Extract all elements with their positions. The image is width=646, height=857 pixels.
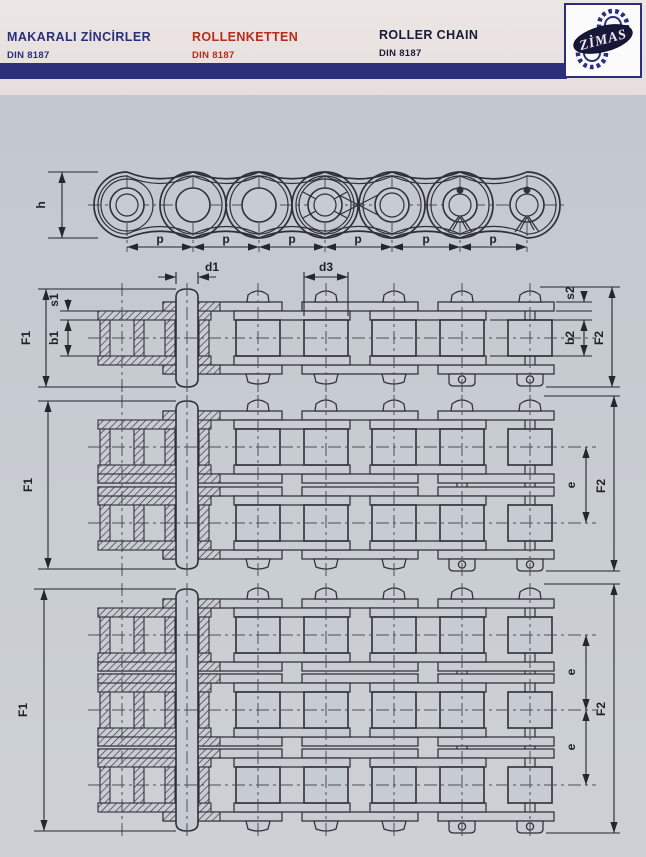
dim-label-d1: d1 bbox=[204, 260, 220, 274]
dim-label-p: p bbox=[489, 232, 497, 246]
dim-label-b1: b1 bbox=[47, 330, 61, 346]
dim-label-p: p bbox=[222, 232, 230, 246]
dim-label-p: p bbox=[156, 232, 164, 246]
zimas-logo-emblem bbox=[566, 5, 640, 76]
triplex-drawing bbox=[16, 583, 620, 840]
din-standard-turkish: DIN 8187 bbox=[7, 50, 50, 61]
dim-label-F2: F2 bbox=[592, 330, 606, 346]
page-header bbox=[0, 0, 646, 95]
inner-plates bbox=[98, 411, 486, 559]
dim-label-b2: b2 bbox=[563, 330, 577, 346]
dim-label-e: e bbox=[564, 668, 578, 676]
zimas-logo bbox=[564, 3, 642, 78]
dim-label-F1: F1 bbox=[19, 330, 33, 346]
side-view-drawing bbox=[34, 172, 566, 252]
dim-label-p: p bbox=[354, 232, 362, 246]
single-strand-drawing bbox=[19, 260, 620, 392]
title-english bbox=[379, 28, 478, 59]
dim-label-F2: F2 bbox=[594, 478, 608, 494]
title-german bbox=[192, 30, 298, 61]
dim-label-d3: d3 bbox=[318, 260, 334, 274]
dim-label-F2: F2 bbox=[594, 701, 608, 717]
cranked-link bbox=[339, 195, 378, 215]
dim-label-s1: s1 bbox=[47, 293, 61, 307]
header-divider-bar bbox=[0, 63, 567, 79]
dim-label-p: p bbox=[288, 232, 296, 246]
dim-label-F1: F1 bbox=[16, 702, 30, 718]
dim-label-s2: s2 bbox=[563, 286, 577, 300]
duplex-drawing bbox=[21, 395, 620, 578]
title-german-text: ROLLENKETTEN bbox=[192, 30, 299, 44]
title-english-text: ROLLER CHAIN bbox=[379, 28, 479, 42]
dim-label-e: e bbox=[564, 743, 578, 751]
dim-label-p: p bbox=[422, 232, 430, 246]
dim-label-F1: F1 bbox=[21, 477, 35, 493]
din-standard-english: DIN 8187 bbox=[379, 48, 422, 59]
din-standard-german: DIN 8187 bbox=[192, 50, 235, 61]
title-turkish bbox=[7, 30, 151, 61]
title-turkish-text: MAKARALI ZİNCİRLER bbox=[7, 30, 151, 44]
logo-text: ZİMAS bbox=[577, 26, 629, 54]
dim-label-h: h bbox=[34, 201, 48, 209]
dim-label-e: e bbox=[564, 481, 578, 489]
